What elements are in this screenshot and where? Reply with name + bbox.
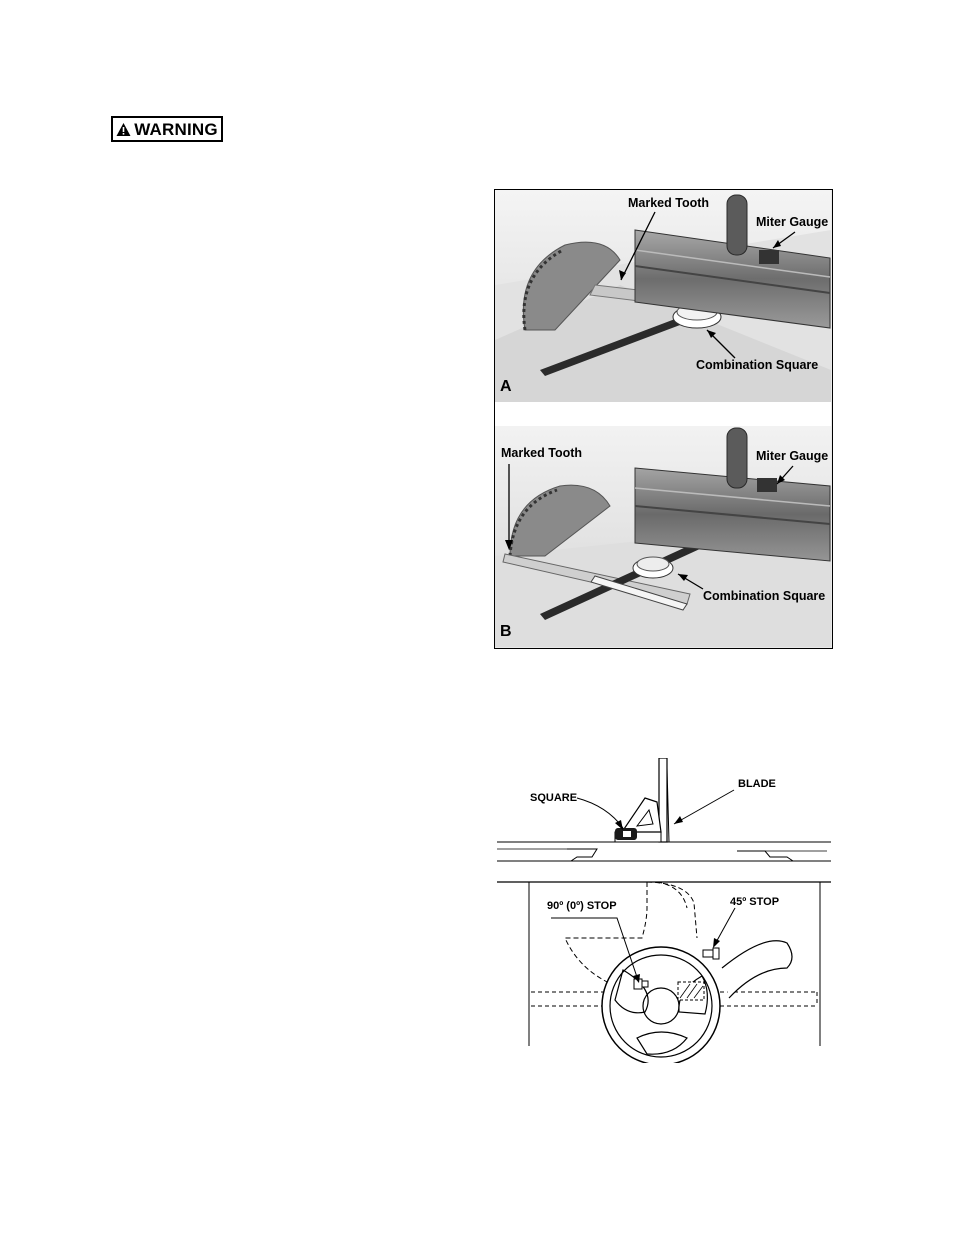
warning-badge <box>111 116 223 142</box>
label-45-stop: 45º STOP <box>730 896 780 908</box>
panel-letter-b: B <box>500 623 512 640</box>
photo-panel-b <box>495 426 831 647</box>
label-blade: BLADE <box>738 778 776 790</box>
photo-panel-a <box>495 190 831 402</box>
callout-miter-gauge-b: Miter Gauge <box>756 449 829 463</box>
callout-marked-tooth-a: Marked Tooth <box>628 196 710 210</box>
panel-divider <box>495 402 831 426</box>
panel-letter-a: A <box>500 378 512 395</box>
warning-triangle-icon <box>116 122 131 137</box>
blade-square-diagram <box>497 758 831 1063</box>
callout-combination-square-b: Combination Square <box>703 589 826 603</box>
warning-label: WARNING <box>134 119 218 139</box>
label-square: SQUARE <box>530 792 578 804</box>
callout-marked-tooth-b: Marked Tooth <box>501 446 583 460</box>
callout-miter-gauge-a: Miter Gauge <box>756 215 829 229</box>
callout-combination-square-a: Combination Square <box>696 358 819 372</box>
label-90-stop: 90º (0º) STOP <box>547 900 617 912</box>
photo-figure <box>494 189 833 649</box>
